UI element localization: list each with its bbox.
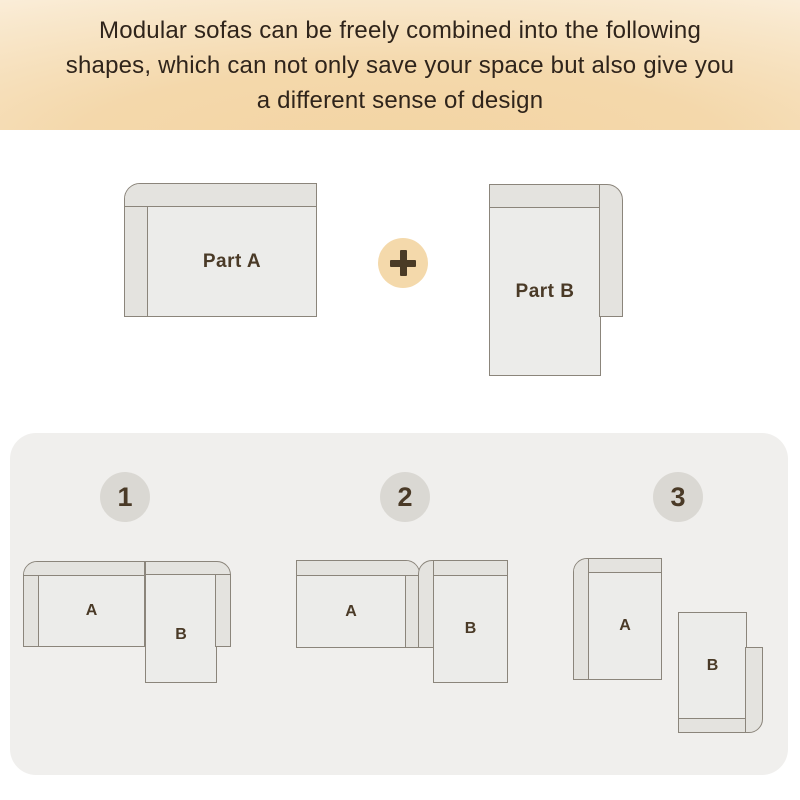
combo-3-piece-b-armrest (745, 647, 763, 733)
combo-3-piece-b-backrest (679, 718, 746, 732)
plus-icon (378, 238, 428, 288)
combo-2-piece-a (296, 560, 420, 648)
combo-1-piece-b-armrest (215, 574, 231, 647)
header-line-3: a different sense of design (256, 87, 544, 114)
combo-3-piece-b (678, 612, 747, 733)
combinations-panel (10, 433, 788, 775)
combo-1-piece-b-label: B (175, 625, 187, 643)
part-a-armrest (125, 207, 148, 316)
combo-1-number-badge: 1 (100, 472, 150, 522)
plus-icon-bar-vertical (400, 250, 407, 276)
part-a-diagram (124, 183, 317, 317)
header-line-2: shapes, which can not only save your space but also give you (65, 52, 735, 79)
combo-1-piece-a (23, 561, 145, 647)
combo-3-piece-a-armrest (574, 559, 589, 679)
header-line-1: Modular sofas can be freely combined into the following (99, 17, 701, 44)
part-b-label: Part B (515, 280, 575, 302)
combo-3-piece-a-label: A (619, 617, 631, 634)
combo-3-number-badge: 3 (653, 472, 703, 522)
combo-2-piece-a-backrest (297, 561, 419, 576)
combo-1-piece-a-backrest (24, 562, 144, 576)
combo-1-piece-a-label: A (85, 602, 98, 619)
combo-3-piece-b-label: B (706, 656, 719, 674)
part-a-backrest (125, 184, 316, 207)
part-b-diagram (489, 184, 601, 376)
combo-1-piece-a-armrest (24, 576, 39, 646)
combo-2-piece-b (433, 560, 508, 683)
combo-2-piece-b-label: B (464, 620, 477, 637)
combo-2-piece-a-label: A (345, 602, 357, 620)
combo-3-piece-a (573, 558, 662, 680)
header-banner (0, 0, 800, 130)
combo-2-piece-b-backrest (434, 561, 507, 576)
combo-1-piece-b (145, 574, 217, 683)
combo-3-piece-a-backrest (589, 559, 661, 573)
part-a-label: Part A (202, 250, 262, 272)
part-b-backrest (490, 185, 600, 208)
combo-2-piece-a-armrest (405, 576, 419, 647)
part-b-armrest (599, 184, 623, 317)
combo-2-number-badge: 2 (380, 472, 430, 522)
